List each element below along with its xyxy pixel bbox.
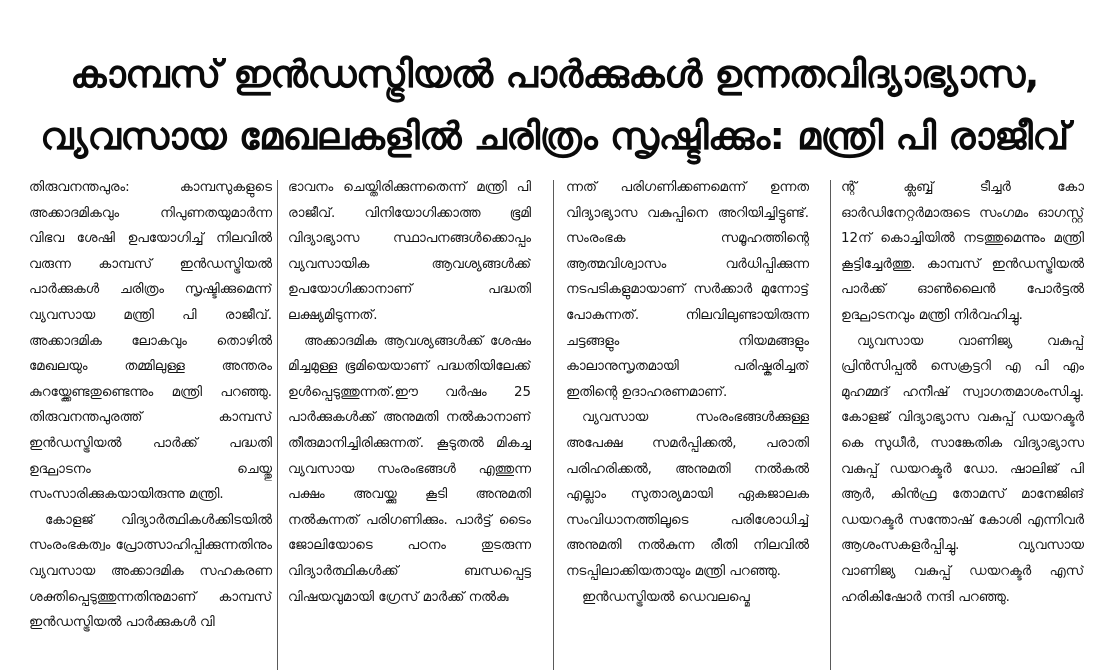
column-divider [277,180,278,670]
column-divider [553,180,554,670]
article-column-2 [288,175,531,672]
column-2-paragraph-2: അക്കാദമിക ആവശ്യങ്ങൾക്ക് ശേഷം മിച്ചമുള്ള ഭൂമിയെയാണ് പദ്ധതിയിലേക്ക് ഉൾപ്പെടുത്തുന്നത്.ഈ വർഷം 25 പാർക്കുകൾക്ക് അനുമതി നൽകാനാണ് തീരുമാനിച്ചിരിക്കുന്നത്. കൂടുതൽ മികച്ച വ്യവസായ സംരംഭങ്ങൾ എത്തുന്ന പക്ഷം അവയ്ക്കു കൂടി അനുമതി നൽകുന്നത് പരിഗണിക്കും. പാർട്ട് ടൈം ജോലിയോടെ പഠനം തുടരുന്ന വിദ്യാർത്ഥികൾക്ക് ബന്ധപ്പെട്ട വിഷയവുമായി ഗ്രേസ് മാർക്ക് നൽകു [288,333,531,605]
column-3-paragraph-1: ന്നത് പരിഗണിക്കണമെന്ന് ഉന്നത വിദ്യാഭ്യാസ വകുപ്പിനെ അറിയിച്ചിട്ടുണ്ട്. സംരംഭക സമൂഹത്തിന്റെ ആത്മവിശ്വാസം വർധിപ്പിക്കുന്ന നടപടികളുമായാണ് സർക്കാർ മുന്നോട്ട് പോകുന്നത്. നിലവിലുണ്ടായിരുന്ന ചട്ടങ്ങളും നിയമങ്ങളും കാലാനുസൃതമായി പരിഷ്കരിച്ചത് ഇതിന്റെ ഉദാഹരണമാണ്. [566,180,809,400]
headline-line-1: കാമ്പസ് ഇൻഡസ്ട്രിയൽ പാർക്കുകൾ ഉന്നതവിദ്യാഭ്യാസ, [70,52,1039,97]
cropped-next-article-edge [300,664,420,672]
column-divider [830,180,831,670]
column-1-paragraph-2: കോളജ് വിദ്യാർത്ഥികൾക്കിടയിൽ സംരംഭകത്വം പ്രോത്സാഹിപ്പിക്കുന്നതിനും വ്യവസായ അക്കാദമിക സഹകരണ ശക്തിപ്പെടുത്തുന്നതിനുമാണ് കാമ്പസ് ഇൻഡസ്ട്രിയൽ പാർക്കുകൾ വി [29,512,272,631]
column-3-paragraph-3: ഇൻഡസ്ട്രിയൽ ഡെവലപ്മെ [582,589,750,605]
column-4-paragraph-2: വ്യവസായ വാണിജ്യ വകുപ്പ് പ്രിൻസിപ്പൽ സെക്രട്ടറി എ പി എം മുഹമ്മദ് ഹനീഷ് സ്വാഗതമാശംസിച്ചു. കോളജ് വിദ്യാഭ്യാസ വകുപ്പ് ഡയറക്ടർ കെ സുധീർ, സാങ്കേതിക വിദ്യാഭ്യാസ വകുപ്പ് ഡയറക്ടർ ഡോ. ഷാലിജ് പി ആർ, കിൻഫ്ര തോമസ് മാനേജിങ് ഡയറക്ടർ സന്തോഷ് കോശി എന്നിവർ ആശംസകളർപ്പിച്ചു. വ്യവസായ വാണിജ്യ വകുപ്പ് ഡയറക്ടർ എസ് ഹരികിഷോർ നന്ദി പറഞ്ഞു. [841,333,1084,605]
article-column-1 [29,175,272,672]
column-3-paragraph-2: വ്യവസായ സംരംഭങ്ങൾക്കുള്ള അപേക്ഷ സമർപ്പിക്കൽ, പരാതി പരിഹരിക്കൽ, അനുമതി നൽകൽ എല്ലാം സുതാര്യമായി ഏകജാലക സംവിധാനത്തിലൂടെ പരിശോധിച്ച് അനുമതി നൽകുന്ന രീതി നിലവിൽ നടപ്പിലാക്കിയതായും മന്ത്രി പറഞ്ഞു. [566,410,809,579]
article-column-3 [566,175,809,672]
column-1-paragraph-1: തിരുവനന്തപുരം: കാമ്പസുകളുടെ അക്കാദമികവും നിപുണതയുമാർന്ന വിഭവ ശേഷി ഉപയോഗിച്ച് നിലവിൽ വരുന്ന കാമ്പസ് ഇൻഡസ്ട്രിയൽ പാർക്കുകൾ ചരിത്രം സൃഷ്ടിക്കുമെന്ന് വ്യവസായ മന്ത്രി പി രാജീവ്. അക്കാദമിക ലോകവും തൊഴിൽ മേഖലയും തമ്മിലുള്ള അന്തരം കുറയ്ക്കേണ്ടതുണ്ടെന്നും മന്ത്രി പറഞ്ഞു. തിരുവനന്തപുരത്ത് കാമ്പസ് ഇൻഡസ്ട്രിയൽ പാർക്ക് പദ്ധതി ഉദ്ഘാടനം ചെയ്തു സംസാരിക്കുകയായിരുന്നു മന്ത്രി. [29,180,272,503]
article-column-4 [841,175,1084,672]
article-body [0,175,1109,672]
article-headline [0,43,1109,167]
column-2-paragraph-1: ഭാവനം ചെയ്തിരിക്കുന്നതെന്ന് മന്ത്രി പി രാജീവ്. വിനിയോഗിക്കാത്ത ഭൂമി വിദ്യാഭ്യാസ സ്ഥാപനങ്ങൾക്കൊപ്പം വ്യവസായിക ആവശ്യങ്ങൾക്ക് ഉപയോഗിക്കാനാണ് പദ്ധതി ലക്ഷ്യമിടുന്നത്. [288,180,531,323]
headline-line-2: വ്യവസായ മേഖലകളിൽ ചരിത്രം സൃഷ്ടിക്കും: മന്ത്രി പി രാജീവ് [40,114,1069,159]
column-4-paragraph-1: ന്റ് ക്ലബ്ബ് ടീച്ചർ കോ ഓർഡിനേറ്റർമാരുടെ സംഗമം ഓഗസ്റ്റ് 12ന് കൊച്ചിയിൽ നടത്തുമെന്നും മന്ത്രി കൂട്ടിച്ചേർത്തു. കാമ്പസ് ഇൻഡസ്ട്രിയൽ പാർക്ക് ഓൺലൈൻ പോർട്ടൽ ഉദ്ഘാടനവും മന്ത്രി നിർവഹിച്ചു. [841,180,1084,323]
